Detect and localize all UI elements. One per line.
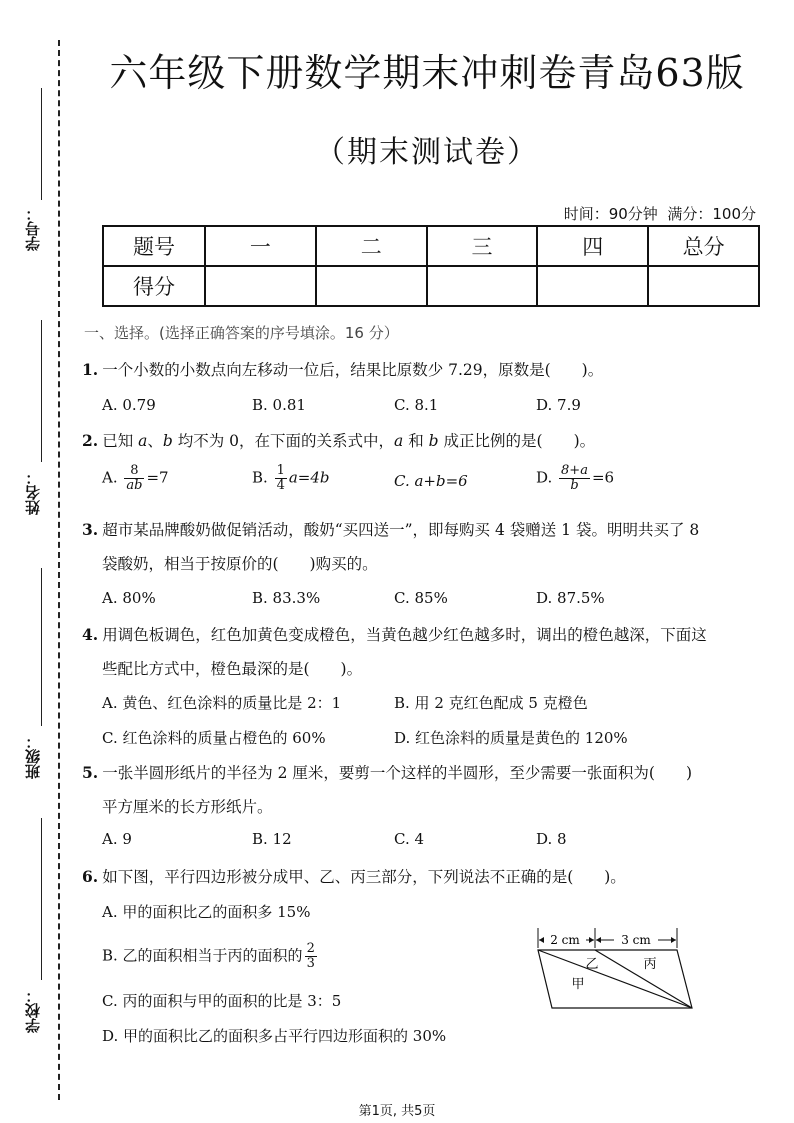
q3-option-b[interactable]: B. 83.3% bbox=[252, 589, 321, 607]
question-4-line-2: 些配比方式中，橙色最深的是( )。 bbox=[102, 660, 363, 678]
exam-meta bbox=[564, 203, 756, 224]
q2-b-label: B. bbox=[252, 468, 273, 487]
question-2 bbox=[82, 429, 595, 451]
binding-dashed-line bbox=[58, 40, 60, 1100]
score-input-part1[interactable] bbox=[205, 266, 316, 306]
q6-b-numerator: 2 bbox=[306, 941, 315, 956]
q6-option-c[interactable]: C. 丙的面积与甲的面积的比是 3：5 bbox=[102, 992, 342, 1010]
score-row-label: 得分 bbox=[103, 266, 205, 306]
name-label: 姓名： bbox=[24, 470, 42, 516]
q2-option-c[interactable] bbox=[394, 472, 468, 490]
full-score: 满分：100分 bbox=[667, 205, 756, 223]
score-table-header-row bbox=[103, 226, 759, 266]
q2-a-rest: =7 bbox=[146, 468, 169, 487]
q5-option-a[interactable]: A. 9 bbox=[102, 830, 132, 848]
question-1-number: 1. bbox=[82, 360, 99, 379]
class-label: 班级： bbox=[24, 734, 42, 780]
question-4-text: 用调色板调色，红色加黄色变成橙色，当黄色越少红色越多时，调出的橙色越深，下面这 bbox=[102, 626, 707, 644]
q6-option-a[interactable]: A. 甲的面积比乙的面积多 15% bbox=[102, 903, 311, 921]
score-cell-part4: 四 bbox=[537, 226, 648, 266]
diagonal-line bbox=[538, 950, 692, 1008]
q1-option-c[interactable]: C. 8.1 bbox=[394, 396, 439, 414]
q4-option-b[interactable]: B. 用 2 克红色配成 5 克橙色 bbox=[394, 694, 588, 712]
question-3-number: 3. bbox=[82, 520, 99, 539]
section-1-heading: 一、选择。(选择正确答案的序号填涂。16 分） bbox=[84, 324, 399, 342]
q2-text-c: 和 bbox=[403, 432, 429, 450]
class-rule bbox=[41, 568, 42, 726]
arrowhead-2 bbox=[589, 937, 594, 943]
q6-b-denominator: 3 bbox=[306, 956, 315, 971]
question-4-number: 4. bbox=[82, 625, 99, 644]
q2-d-fraction bbox=[559, 464, 590, 493]
q6-b-text: B. 乙的面积相当于丙的面积的 bbox=[102, 946, 303, 965]
q5-option-d[interactable]: D. 8 bbox=[536, 830, 567, 848]
page-footer: 第1页, 共5页 bbox=[358, 1104, 436, 1119]
q1-option-b[interactable]: B. 0.81 bbox=[252, 396, 306, 414]
score-input-part4[interactable] bbox=[537, 266, 648, 306]
score-table bbox=[102, 225, 760, 307]
score-cell-part2: 二 bbox=[316, 226, 427, 266]
q1-option-d[interactable]: D. 7.9 bbox=[536, 396, 581, 414]
q2-b-denominator: 4 bbox=[276, 478, 285, 493]
q6-option-d[interactable]: D. 甲的面积比乙的面积多占平行四边形面积的 30% bbox=[102, 1027, 447, 1045]
q2-d-rest: =6 bbox=[591, 468, 615, 487]
question-5-line-2: 平方厘米的长方形纸片。 bbox=[102, 798, 273, 816]
question-6 bbox=[82, 865, 626, 887]
student-id-label: 学号： bbox=[24, 206, 42, 252]
question-3-text: 超市某品牌酸奶做促销活动，酸奶“买四送一”，即每购买 4 袋赠送 1 袋。明明共买了 8 bbox=[102, 521, 700, 539]
score-input-total[interactable] bbox=[648, 266, 759, 306]
score-cell-total: 总分 bbox=[648, 226, 759, 266]
student-id-rule bbox=[41, 88, 42, 200]
q2-var-a: a bbox=[138, 432, 148, 450]
region-label-1: 乙 bbox=[585, 957, 599, 972]
q2-b-fraction bbox=[275, 464, 287, 493]
question-1 bbox=[82, 358, 603, 380]
q2-d-label: D. bbox=[536, 468, 558, 487]
score-input-part2[interactable] bbox=[316, 266, 427, 306]
q1-option-a[interactable]: A. 0.79 bbox=[102, 396, 156, 414]
q2-d-denominator: b bbox=[570, 478, 579, 493]
q2-var-b: b bbox=[162, 432, 173, 450]
question-6-text: 如下图，平行四边形被分成甲、乙、丙三部分，下列说法不正确的是( )。 bbox=[102, 868, 626, 886]
q2-text-d: 成正比例的是( )。 bbox=[438, 432, 596, 450]
q2-option-a[interactable] bbox=[102, 464, 169, 493]
school-rule bbox=[41, 818, 42, 980]
arrowhead-3 bbox=[596, 937, 601, 943]
q5-option-c[interactable]: C. 4 bbox=[394, 830, 425, 848]
q3-option-a[interactable]: A. 80% bbox=[102, 589, 156, 607]
question-5-number: 5. bbox=[82, 763, 99, 782]
q2-b-rest: a=4b bbox=[288, 468, 330, 487]
q2-b-numerator: 1 bbox=[276, 463, 285, 478]
q2-text-a: 已知 bbox=[102, 432, 139, 450]
region-label-3: 甲 bbox=[571, 977, 585, 992]
q2-sep: 、 bbox=[147, 432, 163, 450]
score-cell-part3: 三 bbox=[427, 226, 538, 266]
arrowhead-4 bbox=[671, 937, 676, 943]
school-label: 学校： bbox=[24, 988, 42, 1034]
q2-a-label: A. bbox=[102, 468, 123, 487]
name-rule bbox=[41, 320, 42, 462]
q2-a-denominator: ab bbox=[126, 478, 143, 493]
question-5-text: 一张半圆形纸片的半径为 2 厘米，要剪一个这样的半圆形，至少需要一张面积为( ) bbox=[102, 764, 693, 782]
q2-d-numerator: 8+a bbox=[561, 463, 588, 478]
time-limit: 时间：90分钟 bbox=[563, 205, 658, 223]
score-cell-part1: 一 bbox=[205, 226, 316, 266]
q6-b-fraction bbox=[305, 942, 317, 971]
question-1-text: 一个小数的小数点向左移动一位后，结果比原数少 7.29，原数是( )。 bbox=[102, 361, 604, 379]
question-6-number: 6. bbox=[82, 867, 99, 886]
question-2-number: 2. bbox=[82, 431, 99, 450]
q4-option-a[interactable]: A. 黄色、红色涂料的质量比是 2：1 bbox=[102, 694, 342, 712]
exam-subtitle: （期末测试卷） bbox=[315, 135, 539, 170]
q5-option-b[interactable]: B. 12 bbox=[252, 830, 292, 848]
q2-c-text: C. a+b=6 bbox=[394, 472, 468, 490]
q6-option-b[interactable] bbox=[102, 942, 319, 971]
q2-text-b: 均不为 0，在下面的关系式中， bbox=[172, 432, 395, 450]
q2-a-fraction bbox=[124, 464, 144, 493]
q2-option-b[interactable] bbox=[252, 464, 330, 493]
q2-a-numerator: 8 bbox=[124, 464, 144, 479]
q3-option-c[interactable]: C. 85% bbox=[394, 589, 448, 607]
dim-left-label: 2 cm bbox=[550, 933, 580, 947]
q3-option-d[interactable]: D. 87.5% bbox=[536, 589, 605, 607]
score-input-part3[interactable] bbox=[427, 266, 538, 306]
parallelogram-figure bbox=[530, 926, 700, 1018]
exam-title: 六年级下册数学期末冲刺卷青岛63版 bbox=[109, 51, 745, 95]
question-5 bbox=[82, 761, 692, 783]
question-3-line-2: 袋酸奶，相当于按原价的( )购买的。 bbox=[102, 555, 378, 573]
question-4 bbox=[82, 623, 707, 645]
q4-option-c[interactable]: C. 红色涂料的质量占橙色的 60% bbox=[102, 729, 326, 747]
q4-option-d[interactable]: D. 红色涂料的质量是黄色的 120% bbox=[394, 729, 628, 747]
q2-option-d[interactable] bbox=[536, 464, 614, 493]
question-3 bbox=[82, 518, 699, 540]
q2-var-a2: a bbox=[394, 432, 404, 450]
score-cell-label: 题号 bbox=[103, 226, 205, 266]
score-table-score-row bbox=[103, 266, 759, 306]
region-label-2: 丙 bbox=[643, 957, 657, 972]
dim-right-label: 3 cm bbox=[621, 933, 651, 947]
q2-var-b2: b bbox=[428, 432, 439, 450]
arrowhead-1 bbox=[539, 937, 544, 943]
